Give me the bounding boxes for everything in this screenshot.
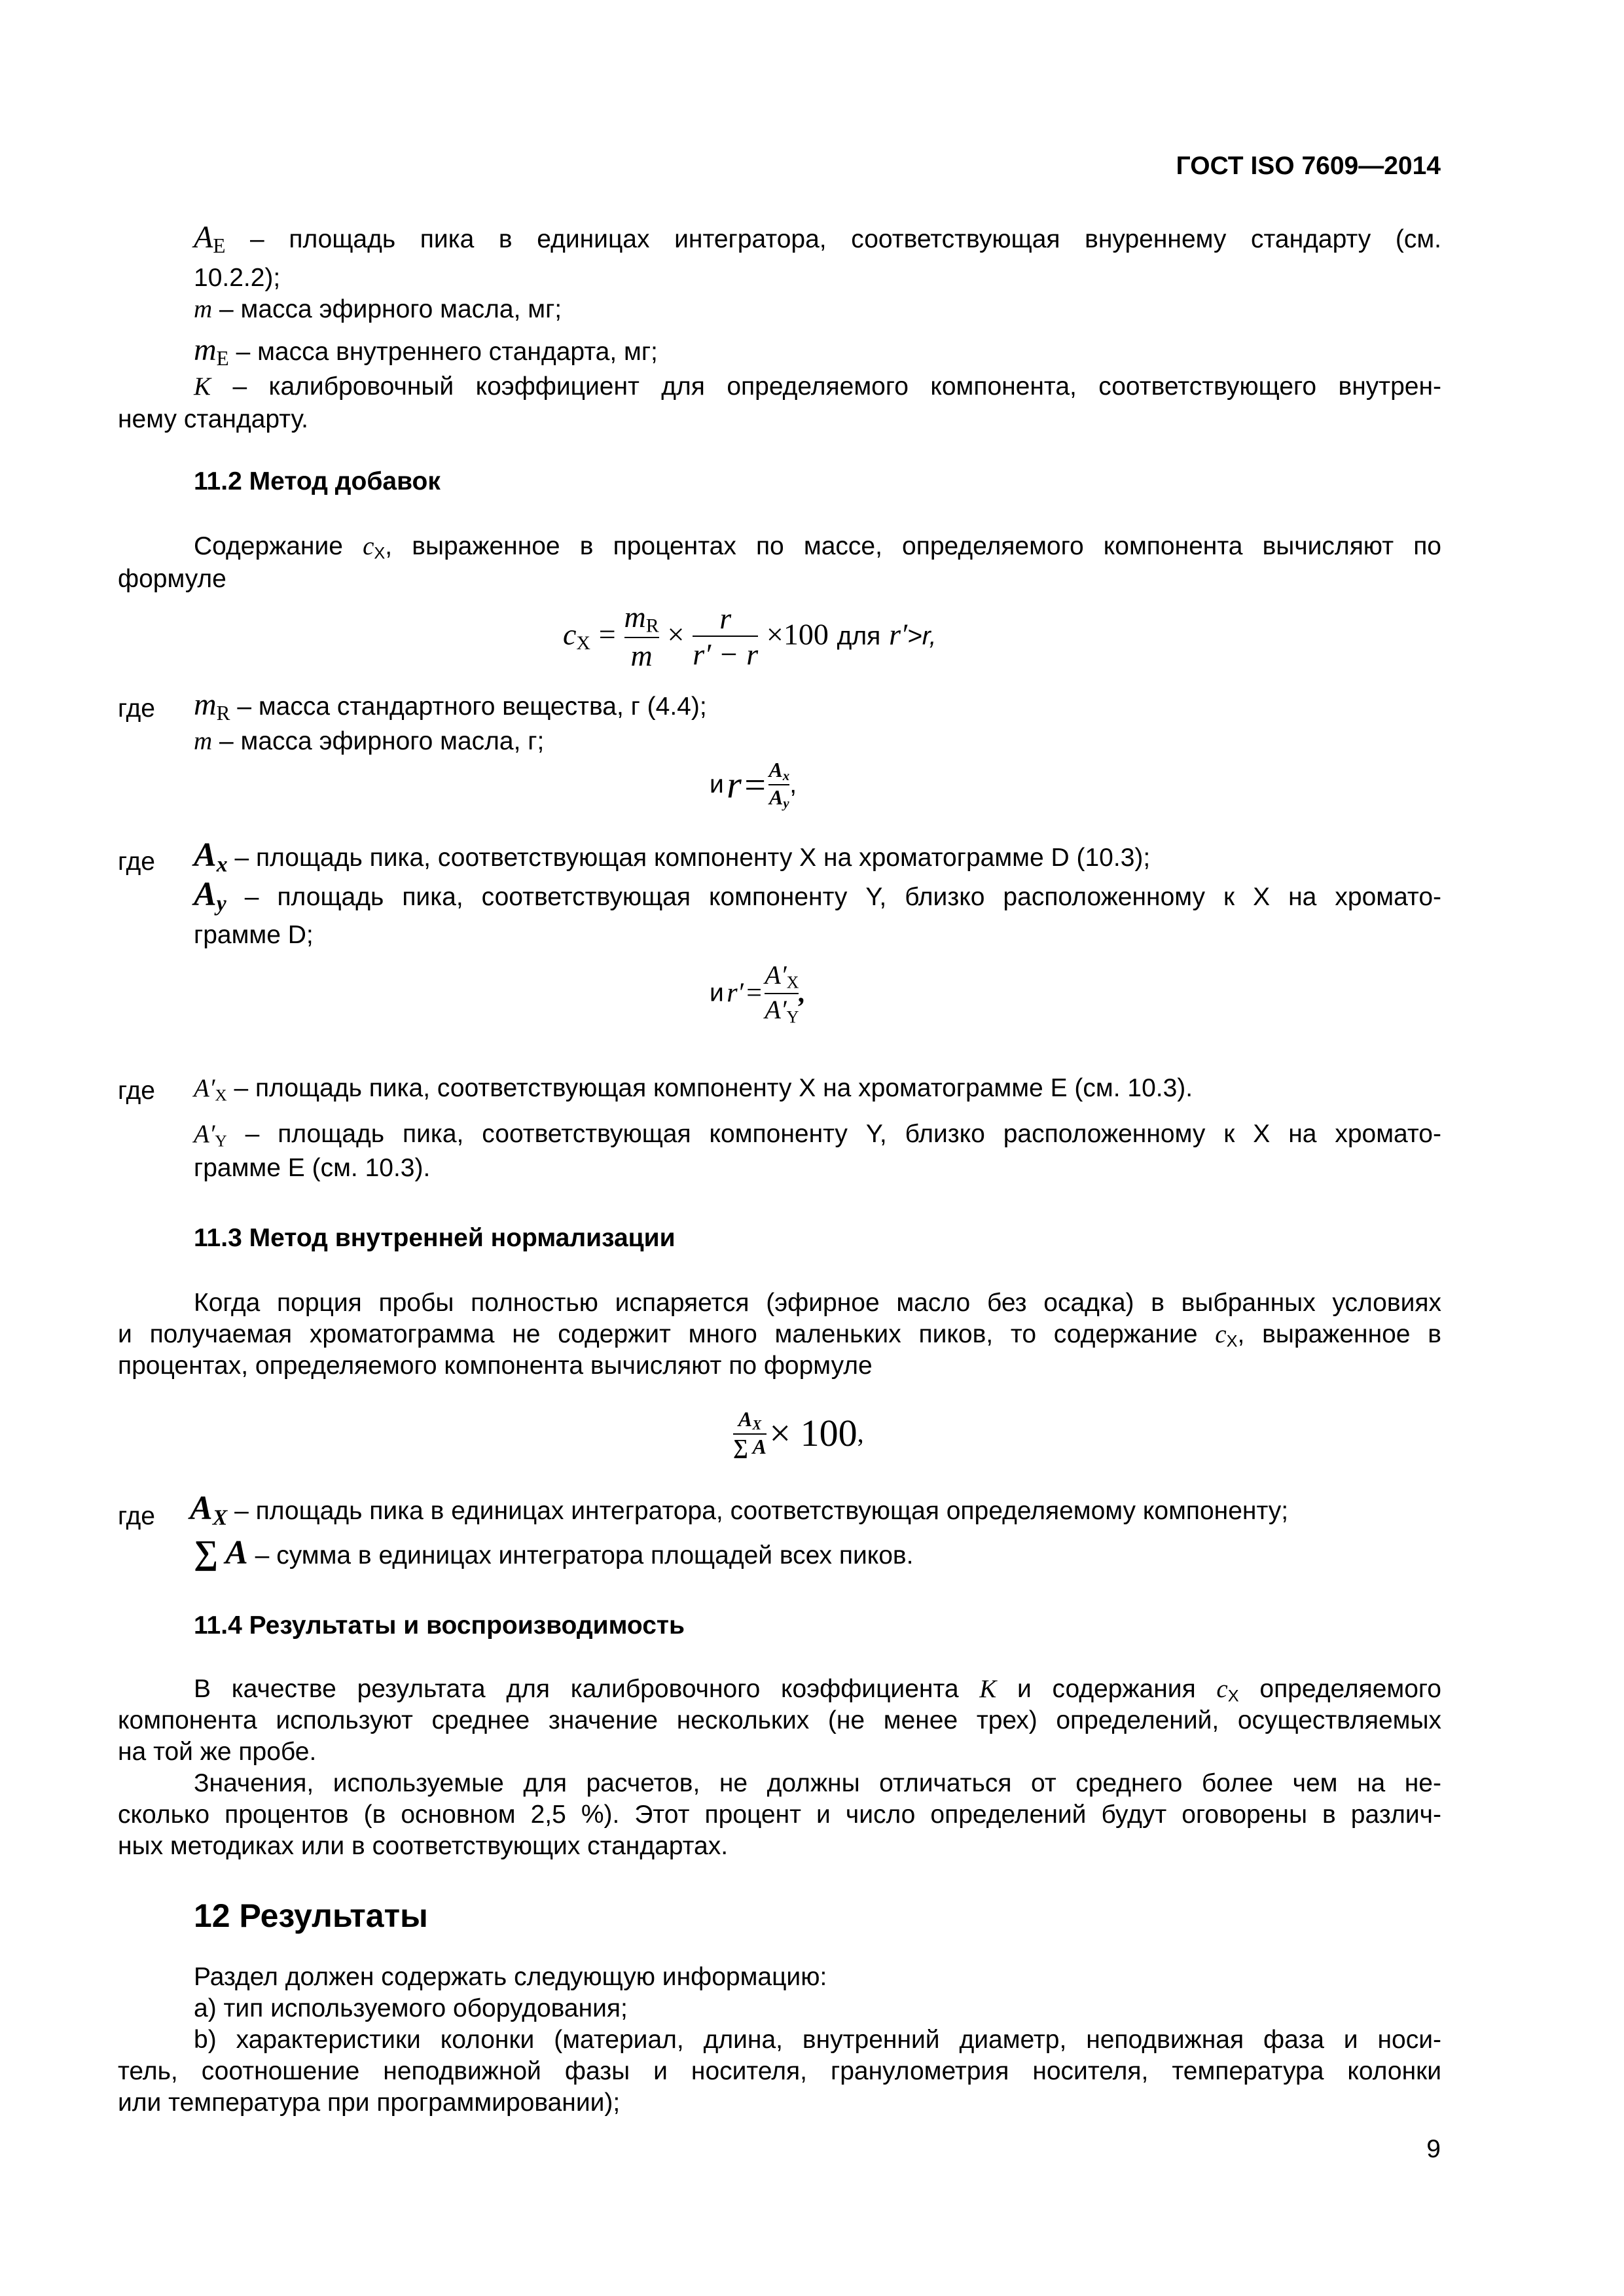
paragraph-12-intro: Раздел должен содержать следующую информацию: [194,1963,827,1991]
page-number: 9 [1426,2135,1441,2163]
definition-AYp: $A'_Y$ – площадь пика, соответствующая компоненту Y, близко расположенному к X на хромато- [194,1120,1441,1151]
definition-K-cont: нему стандарту. [118,405,308,433]
definition-mR: $m_R$ – масса стандартного вещества, г (4.4); [194,687,707,725]
paragraph-11-4-p2-l3: ных методиках или в соответствующих стандартах. [118,1832,729,1860]
paragraph-11-4-p2-l1: Значения, используемые для расчетов, не должны отличаться от среднего более чем на не- [194,1769,1441,1797]
formula-r-prime: и r′ = $\frac{A'_X}{A'_Y}$ , [710,960,806,1026]
definition-AE: $A_E$ – площадь пика в единицах интегратора, соответствующая внуреннему стандарту (см. [194,220,1441,257]
paragraph-11-3-l1: Когда порция пробы полностью испаряется (эфирное масло без осадка) в выбранных условиях [194,1289,1441,1317]
paragraph-11-2-cont: формуле [118,565,226,593]
definition-Ay: $A_y$ – площадь пика, соответствующая компоненту Y, близко расположенному к X на хромато- [194,876,1442,916]
symbol-mE: $m_E$ [194,332,229,370]
definition-AE-cont: 10.2.2); [194,264,281,292]
paragraph-11-4-p2-l2: сколько процентов (в основном 2,5 %). Этот процент и число определений будут оговорены в различ- [118,1801,1441,1829]
list-item-b-l2: тель, соотношение неподвижной фазы и носителя, гранулометрия носителя, температура колонки [118,2057,1441,2085]
definition-m: m – масса эфирного масла, мг; [194,295,562,323]
formula-addition-method: $c_X$ = $\frac{m_R}{m}$ × $\frac{r}{r' - r}$ ×100 для r′>r, [563,600,937,673]
list-item-a: a) тип используемого оборудования; [194,1994,628,2022]
definition-Ay-cont: грамме D; [194,921,314,949]
section-title-12: 12 Результаты [194,1897,428,1934]
where-label-2: где [118,848,155,876]
definition-Ax: $A_x$ – площадь пика, соответствующая компоненту X на хроматограмме D (10.3); [194,836,1151,877]
definition-AXp: $A'_X$ – площадь пика, соответствующая компоненту X на хроматограмме E (см. 10.3). [194,1074,1193,1105]
paragraph-11-4-l2: компонента используют среднее значение нескольких (не менее трех) определений, осуществляемых [118,1706,1441,1734]
paragraph-11-3-l2: и получаемая хроматограмма не содержит много маленьких пиков, то содержание $c_X$, выраженное в [118,1320,1442,1351]
section-title-11-2: 11.2 Метод добавок [194,467,441,495]
symbol-AE: $A_E$ [194,220,226,257]
section-title-11-3: 11.3 Метод внутренней нормализации [194,1224,676,1252]
formula-r: и r = $\frac{A_x}{A_y}$ , [710,758,797,812]
paragraph-11-4-l3: на той же пробе. [118,1738,317,1766]
definition-K: K – калибровочный коэффициент для определяемого компонента, соответствующего внутрен- [194,372,1441,401]
fraction-r: $\frac{r}{r' - r}$ [693,601,759,672]
where-label-4: где [118,1502,155,1530]
fraction-mR-m: $\frac{m_R}{m}$ [624,600,659,673]
paragraph-11-3-l3: процентах, определяемого компонента вычисляют по формуле [118,1352,873,1380]
document-header: ГОСТ ISO 7609—2014 [1176,152,1441,180]
list-item-b-l3: или температура при программировании); [118,2089,621,2117]
paragraph-11-4-l1: В качестве результата для калибровочного коэффициента K и содержания $c_X$ определяемого [194,1675,1441,1706]
definition-sumA: ∑ A – сумма в единицах интегратора площадей всех пиков. [194,1534,914,1571]
where-label-1: где [118,694,155,723]
formula-normalization: $\frac{A_X}{\sum A}$ × 100, [733,1407,864,1459]
definition-mE: $m_E$ – масса внутреннего стандарта, мг; [194,332,658,370]
section-title-11-4: 11.4 Результаты и воспроизводимость [194,1611,685,1640]
definition-AX: $A_X$ – площадь пика в единицах интегратора, соответствующая определяемому компоненту; [190,1490,1289,1530]
list-item-b-l1: b) характеристики колонки (материал, длина, внутренний диаметр, неподвижная фаза и носи- [194,2026,1441,2054]
paragraph-11-2: Содержание $c_X$, выраженное в процентах по массе, определяемого компонента вычисляют по [194,532,1442,563]
where-label-3: где [118,1077,155,1105]
definition-m-2: m – масса эфирного масла, г; [194,727,545,755]
definition-AYp-cont: грамме E (см. 10.3). [194,1154,431,1182]
